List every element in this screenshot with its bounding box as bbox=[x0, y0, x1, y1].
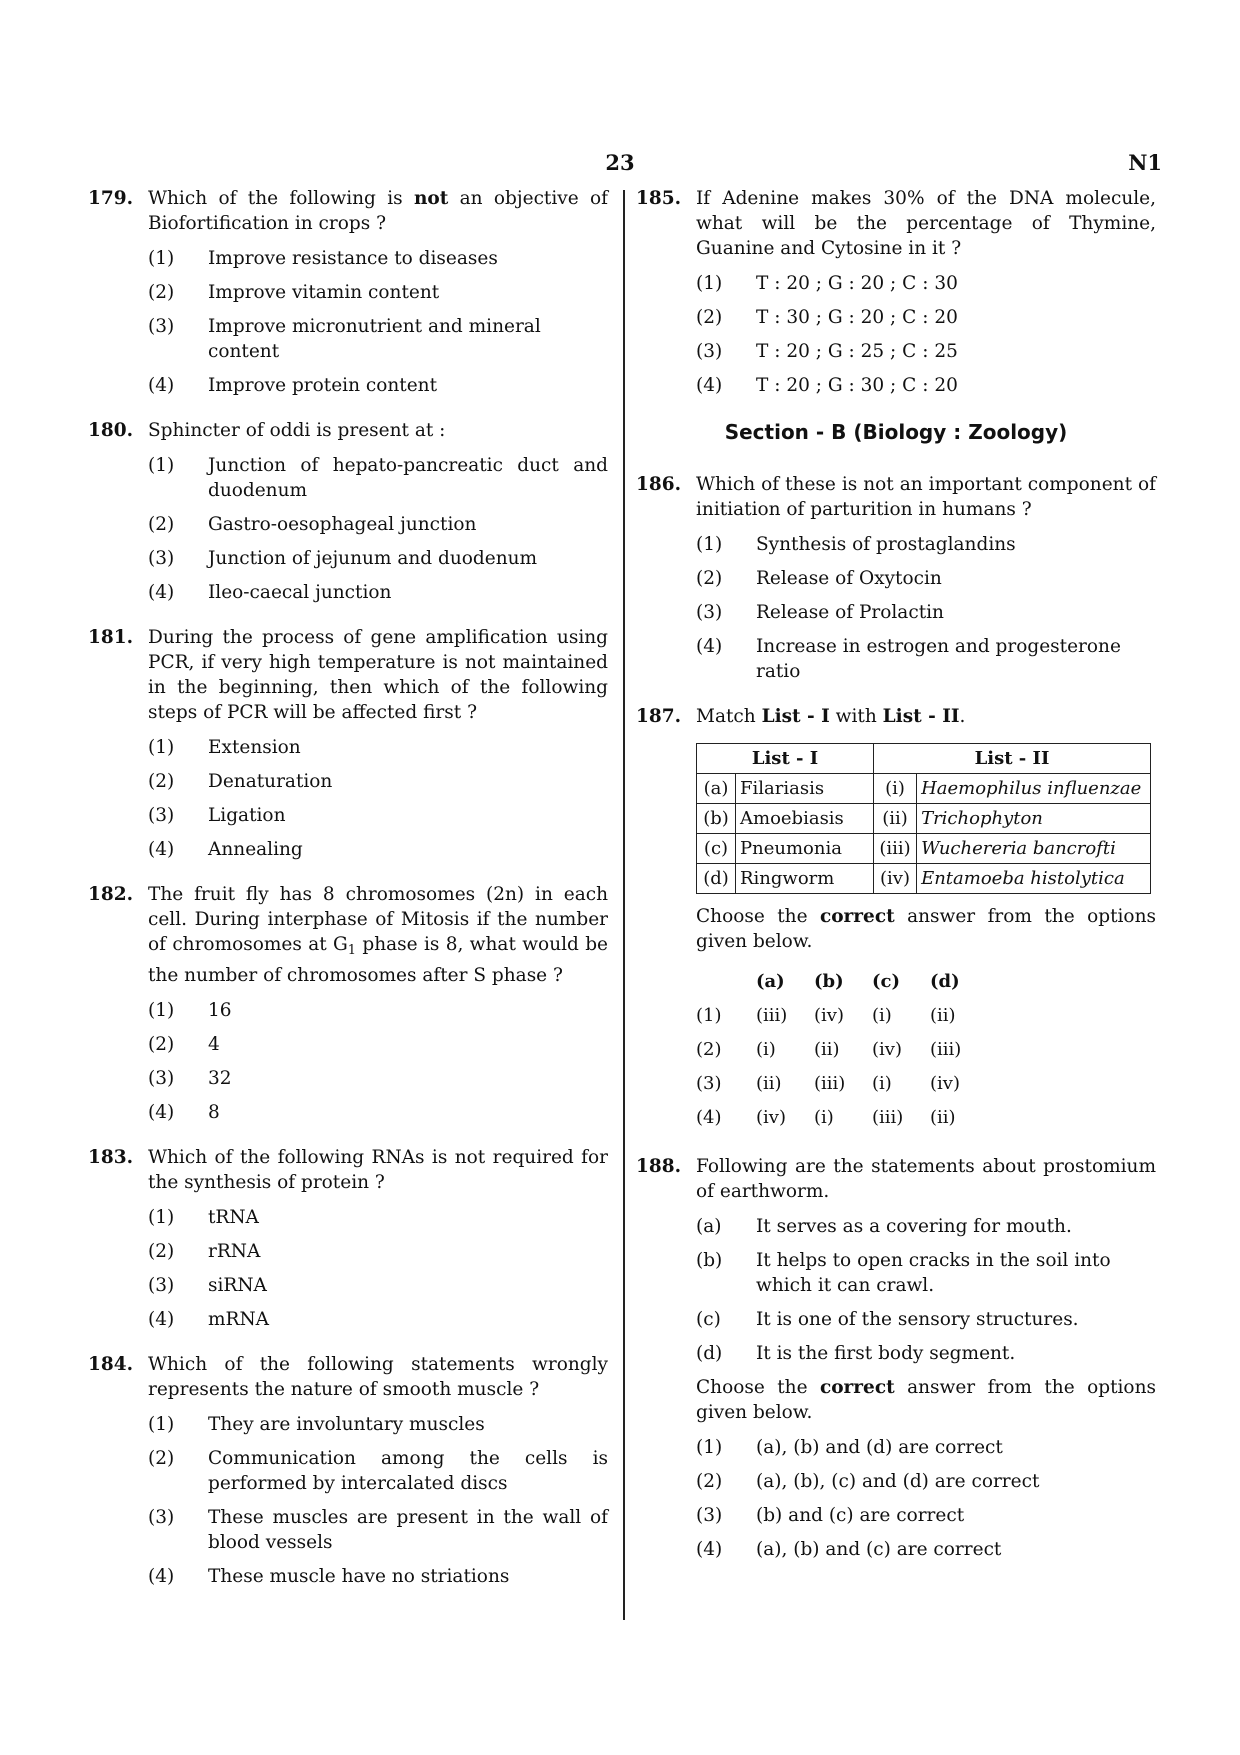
option: (4) Increase in estrogen and progesterone ratio bbox=[696, 636, 1121, 682]
option: (2) (a), (b), (c) and (d) are correct bbox=[696, 1471, 1040, 1492]
instruction-text: Choose the correct answer from the options given below. bbox=[696, 906, 1156, 952]
statement: (c) It is one of the sensory structures. bbox=[696, 1309, 1079, 1330]
statement: (a) It serves as a covering for mouth. bbox=[696, 1216, 1072, 1237]
question-text: Which of these is not an important component of initiation of parturition in humans ? bbox=[696, 474, 1156, 520]
table-header: List - II bbox=[874, 744, 1151, 774]
option: (3) Ligation bbox=[148, 805, 286, 826]
question-185 bbox=[636, 186, 1156, 398]
option: (1) (a), (b) and (d) are correct bbox=[696, 1437, 1003, 1458]
option: (3) siRNA bbox=[148, 1275, 267, 1296]
option: (4) Improve protein content bbox=[148, 375, 438, 396]
option: (4) 8 bbox=[148, 1102, 220, 1123]
question-number: 187. bbox=[636, 706, 682, 727]
option: (2) 4 bbox=[148, 1034, 220, 1055]
question-187 bbox=[636, 704, 1156, 1134]
question-183 bbox=[88, 1145, 608, 1332]
option: (4) Annealing bbox=[148, 839, 303, 860]
question-188 bbox=[636, 1154, 1156, 1562]
option: (3) Improve micronutrient and mineral content bbox=[148, 316, 541, 362]
option: (4) mRNA bbox=[148, 1309, 270, 1330]
option: (2) Gastro-oesophageal junction bbox=[148, 514, 477, 535]
question-text: Following are the statements about prostomium of earthworm. bbox=[696, 1156, 1156, 1202]
answer-row: (2) (i) (ii) (iv) (iii) bbox=[696, 1038, 962, 1060]
answer-row: (3) (ii) (iii) (i) (iv) bbox=[696, 1072, 960, 1094]
option: (1) tRNA bbox=[148, 1207, 259, 1228]
question-text: Which of the following RNAs is not required for the synthesis of protein ? bbox=[148, 1147, 608, 1193]
statement: (b) It helps to open cracks in the soil into which it can crawl. bbox=[696, 1250, 1111, 1296]
left-column bbox=[88, 186, 608, 1609]
question-text: The fruit fly has 8 chromosomes (2n) in each cell. During interphase of Mitosis if the number of chromosomes at $G_1$ phase is 8, what would be the number of chromosomes after S phase ? bbox=[148, 884, 608, 986]
option: (1) Extension bbox=[148, 737, 301, 758]
table-row: (a) Filariasis (i) Haemophilus influenzae bbox=[697, 774, 1151, 804]
option: (1) They are involuntary muscles bbox=[148, 1414, 485, 1435]
question-text: Match List - I with List - II. bbox=[696, 706, 966, 727]
statement: (d) It is the first body segment. bbox=[696, 1343, 1016, 1364]
column-divider bbox=[623, 190, 625, 1620]
question-182 bbox=[88, 882, 608, 1125]
section-title: Section - B (Biology : Zoology) bbox=[724, 420, 1068, 444]
option: (1) Junction of hepato-pancreatic duct and duodenum bbox=[148, 455, 608, 501]
question-number: 179. bbox=[88, 188, 134, 209]
answer-row: (1) (iii) (iv) (i) (ii) bbox=[696, 1004, 956, 1026]
question-186 bbox=[636, 472, 1156, 684]
page-number: 23 bbox=[605, 150, 635, 175]
question-number: 181. bbox=[88, 627, 134, 648]
question-text: Which of the following is not an objective of Biofortification in crops ? bbox=[148, 188, 608, 234]
question-179 bbox=[88, 186, 608, 398]
option: (3) These muscles are present in the wall of blood vessels bbox=[148, 1507, 608, 1553]
question-text: Sphincter of oddi is present at : bbox=[148, 420, 446, 441]
booklet-code: N1 bbox=[1128, 150, 1162, 175]
question-number: 180. bbox=[88, 420, 134, 441]
answer-row: (4) (iv) (i) (iii) (ii) bbox=[696, 1106, 956, 1128]
option: (1) 16 bbox=[148, 1000, 232, 1021]
question-text: During the process of gene amplification using PCR, if very high temperature is not maintained in the beginning, then which of the following steps of PCR will be affected first ? bbox=[148, 627, 608, 723]
option: (3) 32 bbox=[148, 1068, 232, 1089]
question-number: 183. bbox=[88, 1147, 134, 1168]
option: (3) T : 20 ; G : 25 ; C : 25 bbox=[696, 341, 958, 362]
option: (3) (b) and (c) are correct bbox=[696, 1505, 965, 1526]
instruction-text: Choose the correct answer from the options given below. bbox=[696, 1377, 1156, 1423]
option: (1) Improve resistance to diseases bbox=[148, 248, 498, 269]
match-table bbox=[696, 743, 1151, 894]
table-row: (c) Pneumonia (iii) Wuchereria bancrofti bbox=[697, 834, 1151, 864]
table-row: (b) Amoebiasis (ii) Trichophyton bbox=[697, 804, 1151, 834]
option: (2) rRNA bbox=[148, 1241, 261, 1262]
option: (2) Denaturation bbox=[148, 771, 333, 792]
option: (2) T : 30 ; G : 20 ; C : 20 bbox=[696, 307, 958, 328]
option: (2) Improve vitamin content bbox=[148, 282, 440, 303]
question-number: 182. bbox=[88, 884, 134, 905]
option: (1) T : 20 ; G : 20 ; C : 30 bbox=[696, 273, 958, 294]
option: (3) Release of Prolactin bbox=[696, 602, 944, 623]
question-number: 185. bbox=[636, 188, 682, 209]
question-184 bbox=[88, 1352, 608, 1589]
option: (2) Communication among the cells is performed by intercalated discs bbox=[148, 1448, 608, 1494]
option: (4) (a), (b) and (c) are correct bbox=[696, 1539, 1002, 1560]
question-text: If Adenine makes 30% of the DNA molecule, what will be the percentage of Thymine, Guanine and Cytosine in it ? bbox=[696, 188, 1156, 259]
question-text: Which of the following statements wrongly represents the nature of smooth muscle ? bbox=[148, 1354, 608, 1400]
table-row: (d) Ringworm (iv) Entamoeba histolytica bbox=[697, 864, 1151, 894]
option: (1) Synthesis of prostaglandins bbox=[696, 534, 1016, 555]
table-header: List - I bbox=[697, 744, 874, 774]
option: (4) These muscle have no striations bbox=[148, 1566, 510, 1587]
option: (4) Ileo-caecal junction bbox=[148, 582, 392, 603]
right-column bbox=[636, 186, 1156, 1582]
question-number: 184. bbox=[88, 1354, 134, 1375]
question-180 bbox=[88, 418, 608, 605]
question-181 bbox=[88, 625, 608, 862]
question-number: 186. bbox=[636, 474, 682, 495]
option: (2) Release of Oxytocin bbox=[696, 568, 942, 589]
option: (3) Junction of jejunum and duodenum bbox=[148, 548, 538, 569]
question-number: 188. bbox=[636, 1156, 682, 1177]
answer-grid: (a) (b) (c) (d) (1) (iii) (iv) (i) (ii) (2) (i) (ii) (iv) (iii) (3) (ii) (iii) (i) (iv) (4) (iv) (i) (iii) (ii) bbox=[696, 964, 988, 1134]
option: (4) T : 20 ; G : 30 ; C : 20 bbox=[696, 375, 958, 396]
